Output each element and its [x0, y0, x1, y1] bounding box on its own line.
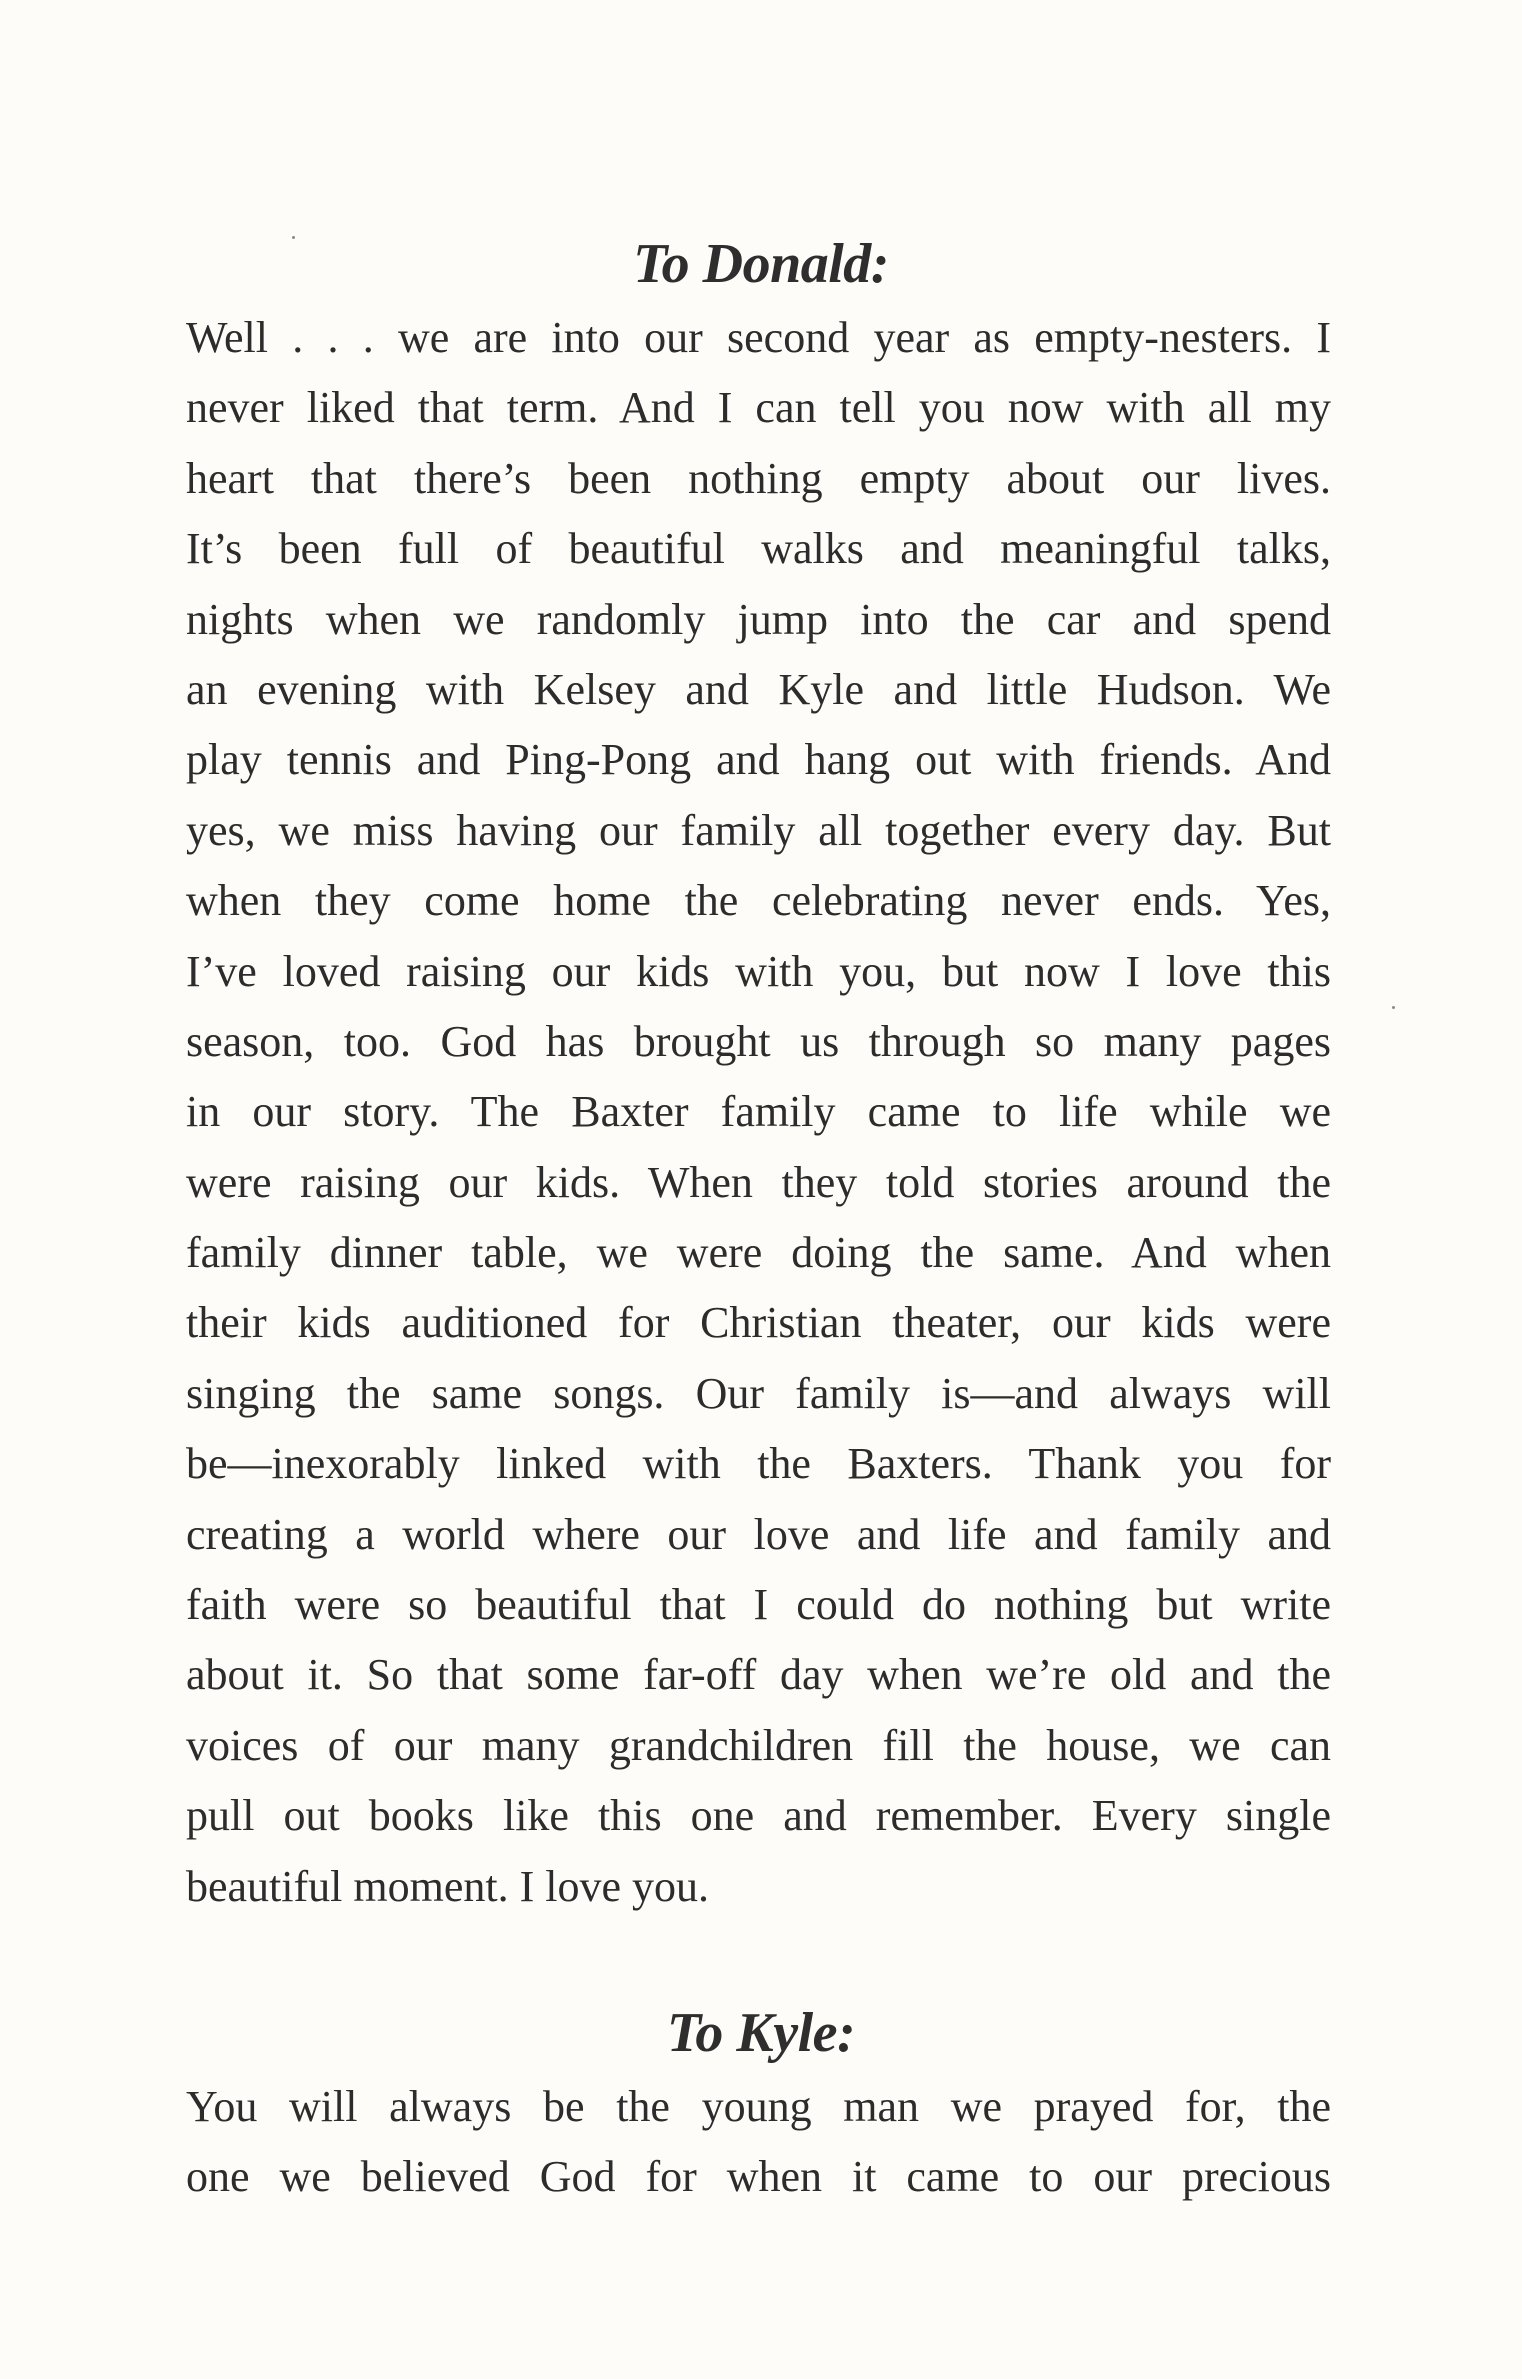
paragraph-line: season, too. God has brought us through so many pages: [186, 1016, 1331, 1066]
paragraph-line: in our story. The Baxter family came to life while we: [186, 1087, 1331, 1137]
paragraph-line: nights when we randomly jump into the car and spend: [186, 594, 1331, 644]
paragraph-line: creating a world where our love and life and family and: [186, 1509, 1331, 1559]
paragraph-line: You will always be the young man we prayed for, the: [186, 2082, 1331, 2131]
paragraph-line: yes, we miss having our family all together every day. But: [186, 805, 1331, 855]
paragraph-line: I’ve loved raising our kids with you, but now I love this: [186, 946, 1331, 996]
paragraph-line: Well . . . we are into our second year as empty-nesters. I: [186, 313, 1331, 362]
paragraph-line: faith were so beautiful that I could do nothing but write: [186, 1580, 1331, 1630]
dedication-paragraph-donald: [186, 303, 1331, 1922]
paper-speck: [292, 236, 295, 239]
paragraph-line: singing the same songs. Our family is—and always will: [186, 1368, 1331, 1418]
paragraph-line: about it. So that some far-off day when we’re old and the: [186, 1650, 1331, 1700]
paragraph-line: beautiful moment. I love you.: [186, 1861, 709, 1911]
paragraph-line: be—inexorably linked with the Baxters. Thank you for: [186, 1439, 1331, 1489]
paragraph-line: pull out books like this one and remember. Every single: [186, 1791, 1331, 1841]
paragraph-line: play tennis and Ping-Pong and hang out with friends. And: [186, 735, 1331, 785]
paragraph-line: an evening with Kelsey and Kyle and little Hudson. We: [186, 664, 1331, 714]
dedication-heading-kyle: To Kyle:: [666, 2002, 856, 2064]
paragraph-line: heart that there’s been nothing empty about our lives.: [186, 453, 1331, 503]
paragraph-line: were raising our kids. When they told stories around the: [186, 1157, 1331, 1207]
paragraph-line: family dinner table, we were doing the same. And when: [186, 1228, 1331, 1278]
paragraph-line: It’s been full of beautiful walks and meaningful talks,: [186, 524, 1331, 574]
paragraph-line: when they come home the celebrating never ends. Yes,: [186, 876, 1331, 926]
paragraph-line: voices of our many grandchildren fill the house, we can: [186, 1720, 1331, 1770]
paper-speck: [1392, 1006, 1395, 1009]
dedication-heading-donald: To Donald:: [633, 233, 889, 295]
paragraph-line: never liked that term. And I can tell you now with all my: [186, 383, 1331, 433]
paragraph-line: their kids auditioned for Christian theater, our kids were: [186, 1298, 1331, 1348]
dedication-paragraph-kyle: [186, 2072, 1331, 2213]
paragraph-line: one we believed God for when it came to our precious: [186, 2152, 1331, 2202]
